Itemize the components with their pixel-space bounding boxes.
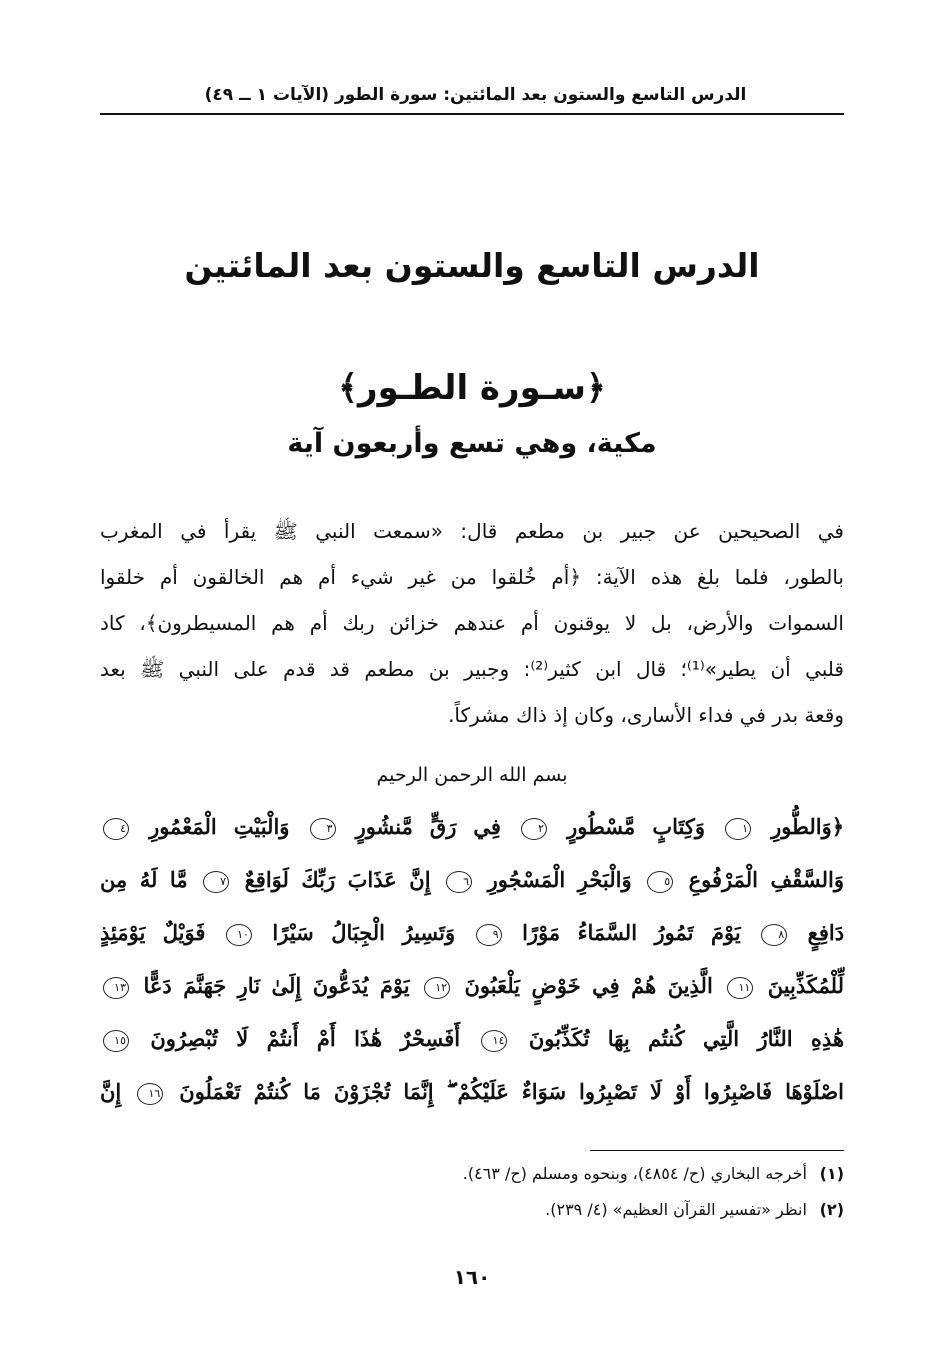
quran-verse-text: إِنَّ [100,1079,122,1104]
footnote [100,1156,844,1192]
quran-verse-text: وَكِتَابٍ مَّسْطُورٍ [567,814,705,839]
paragraph-line: بالطور، فلما بلغ هذه الآية: ﴿أم خُلقوا من غير شيء أم هم الخالقون أم خلقوا [100,565,844,589]
quran-line [100,906,844,959]
verse-number-marker: ٣ [310,818,336,840]
verse-number-marker: ٥ [647,871,673,893]
quran-verse-text: وَتَسِيرُ الْجِبَالُ سَيْرًا [272,920,456,945]
intro-paragraph [100,508,844,738]
basmala: بسم الله الرحمن الرحيم [376,764,568,786]
quran-verse-text: فِي رَقٍّ مَّنشُورٍ [355,814,501,839]
verse-number-marker: ١٢ [424,977,450,999]
verse-number-marker: ١٤ [481,1030,507,1052]
quran-verse-text: وَالْبَحْرِ الْمَسْجُورِ [487,867,632,892]
paragraph-line: في الصحيحين عن جبير بن مطعم قال: «سمعت النبي ﷺ يقرأ في المغرب [100,519,844,543]
quran-verse-text: الَّذِينَ هُمْ فِي خَوْضٍ يَلْعَبُونَ [464,973,713,998]
quran-verse-text: هَٰذِهِ النَّارُ الَّتِي كُنتُم بِهَا تُكَذِّبُونَ [528,1026,845,1051]
quran-line [100,959,844,1012]
quran-verse-text: وَالْبَيْتِ الْمَعْمُورِ [149,814,290,839]
verse-number-marker: ١١ [727,977,753,999]
header-divider [100,113,844,115]
verse-number-marker: ١ [725,818,751,840]
quran-line [100,1065,844,1118]
quran-verse-text: ﴿وَالطُّورِ [771,814,845,839]
paragraph-line: وقعة بدر في فداء الأسارى، وكان إذ ذاك مشركاً. [448,703,844,727]
page-number: ١٦٠ [453,1265,491,1289]
footnote-number: (١) [819,1164,844,1183]
footnotes [100,1156,844,1228]
verse-number-marker: ١٣ [103,977,129,999]
verse-number-marker: ٩ [476,924,502,946]
verse-number-marker: ١٥ [103,1030,129,1052]
footnote [100,1192,844,1228]
verse-number-marker: ١٠ [226,924,252,946]
surah-info: مكية، وهي تسع وأربعون آية [287,428,657,459]
quran-verse-text: اصْلَوْهَا فَاصْبِرُوا أَوْ لَا تَصْبِرُوا سَوَاءٌ عَلَيْكُمْ ۖ إِنَّمَا تُجْزَوْنَ مَا كُنتُمْ تَعْمَلُونَ [179,1079,845,1104]
verse-number-marker: ٧ [203,871,229,893]
quran-verse-text: وَالسَّقْفِ الْمَرْفُوعِ [688,867,845,892]
verse-number-marker: ٦ [446,871,472,893]
quran-line [100,1012,844,1065]
quran-line [100,800,844,853]
running-header: الدرس التاسع والستون بعد المائتين: سورة الطور (الآيات ١ ــ ٤٩) [204,85,747,105]
verse-number-marker: ١٦ [137,1083,163,1105]
quran-text [100,800,844,1118]
quran-verse-text: فَوَيْلٌ يَوْمَئِذٍ [100,920,206,945]
surah-name: ﴿سـورة الطـور﴾ [338,368,606,408]
quran-verse-text: يَوْمَ تَمُورُ السَّمَاءُ مَوْرًا [522,920,741,945]
quran-verse-text: أَفَسِحْرٌ هَٰذَا أَمْ أَنتُمْ لَا تُبْصِرُونَ [150,1026,461,1051]
footnote-divider [590,1150,844,1151]
footnote-number: (٢) [819,1200,844,1219]
quran-verse-text: يَوْمَ يُدَعُّونَ إِلَىٰ نَارِ جَهَنَّمَ دَعًّا [143,973,410,998]
quran-verse-text: إِنَّ عَذَابَ رَبِّكَ لَوَاقِعٌ [244,867,431,892]
quran-verse-text: مَّا لَهُ مِن [100,867,188,892]
verse-number-marker: ٤ [103,818,129,840]
verse-number-marker: ٢ [521,818,547,840]
quran-verse-text: دَافِعٍ [807,920,845,945]
footnote-text: انظر «تفسير القرآن العظيم» (٤/ ٢٣٩). [545,1200,807,1219]
paragraph-line: السموات والأرض، بل لا يوقنون أم عندهم خزائن ربك أم هم المسيطرون﴾، كاد [100,611,844,635]
footnote-text: أخرجه البخاري (ح/ ٤٨٥٤)، وبنحوه ومسلم (ح/ ٤٦٣). [462,1164,807,1183]
quran-verse-text: لِّلْمُكَذِّبِينَ [767,973,845,998]
verse-number-marker: ٨ [761,924,787,946]
paragraph-line: قلبي أن يطير»⁽¹⁾؛ قال ابن كثير⁽²⁾: وجبير بن مطعم قد قدم على النبي ﷺ بعد [100,657,844,681]
lesson-title: الدرس التاسع والستون بعد المائتين [184,246,760,285]
quran-line [100,853,844,906]
